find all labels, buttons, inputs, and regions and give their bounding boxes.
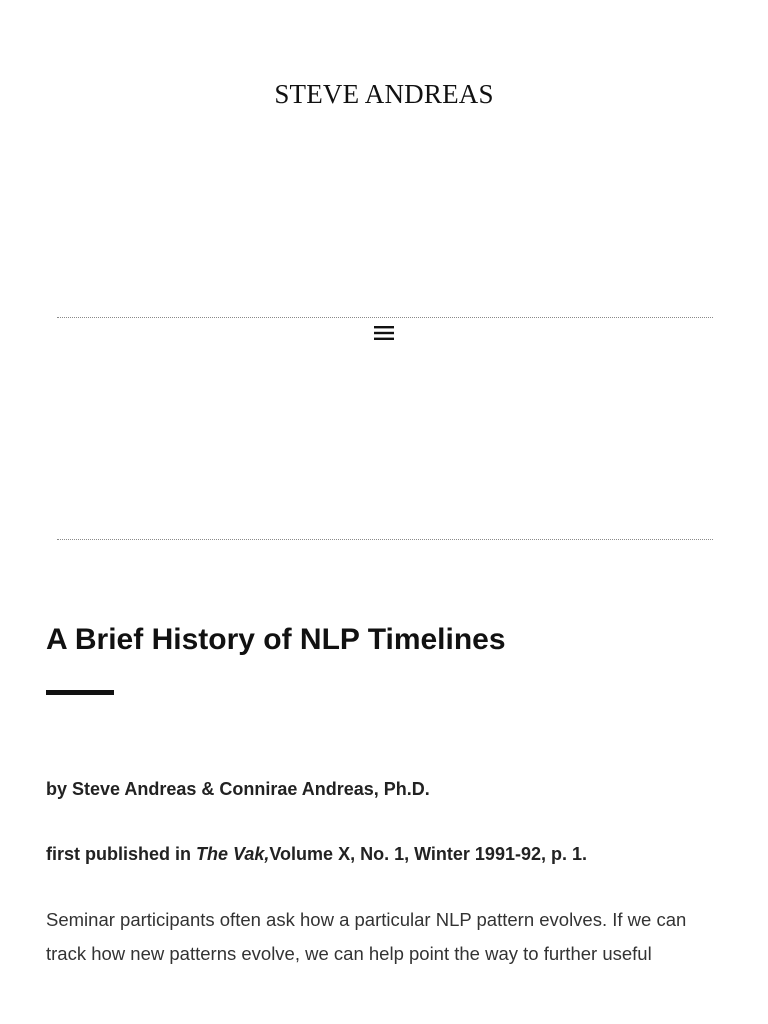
article-title: A Brief History of NLP Timelines: [46, 623, 506, 656]
nav-divider-top: [57, 317, 713, 318]
publication-info: [46, 841, 587, 867]
publication-journal: The Vak,: [196, 844, 270, 864]
publication-prefix: first published in: [46, 844, 197, 864]
menu-toggle-button[interactable]: [374, 324, 394, 342]
hamburger-menu-icon: [374, 326, 394, 340]
article-paragraph: Seminar participants often ask how a particular NLP pattern evolves. If we can track how new patterns evolve, we can help point the way to further useful: [46, 909, 687, 964]
site-title-link[interactable]: STEVE ANDREAS: [274, 79, 494, 109]
publication-details: Volume X, No. 1, Winter 1991-92, p. 1.: [269, 844, 587, 864]
title-underline: [46, 690, 114, 695]
nav-divider-bottom: [57, 539, 713, 540]
article-byline: by Steve Andreas & Connirae Andreas, Ph.D.: [46, 779, 430, 799]
